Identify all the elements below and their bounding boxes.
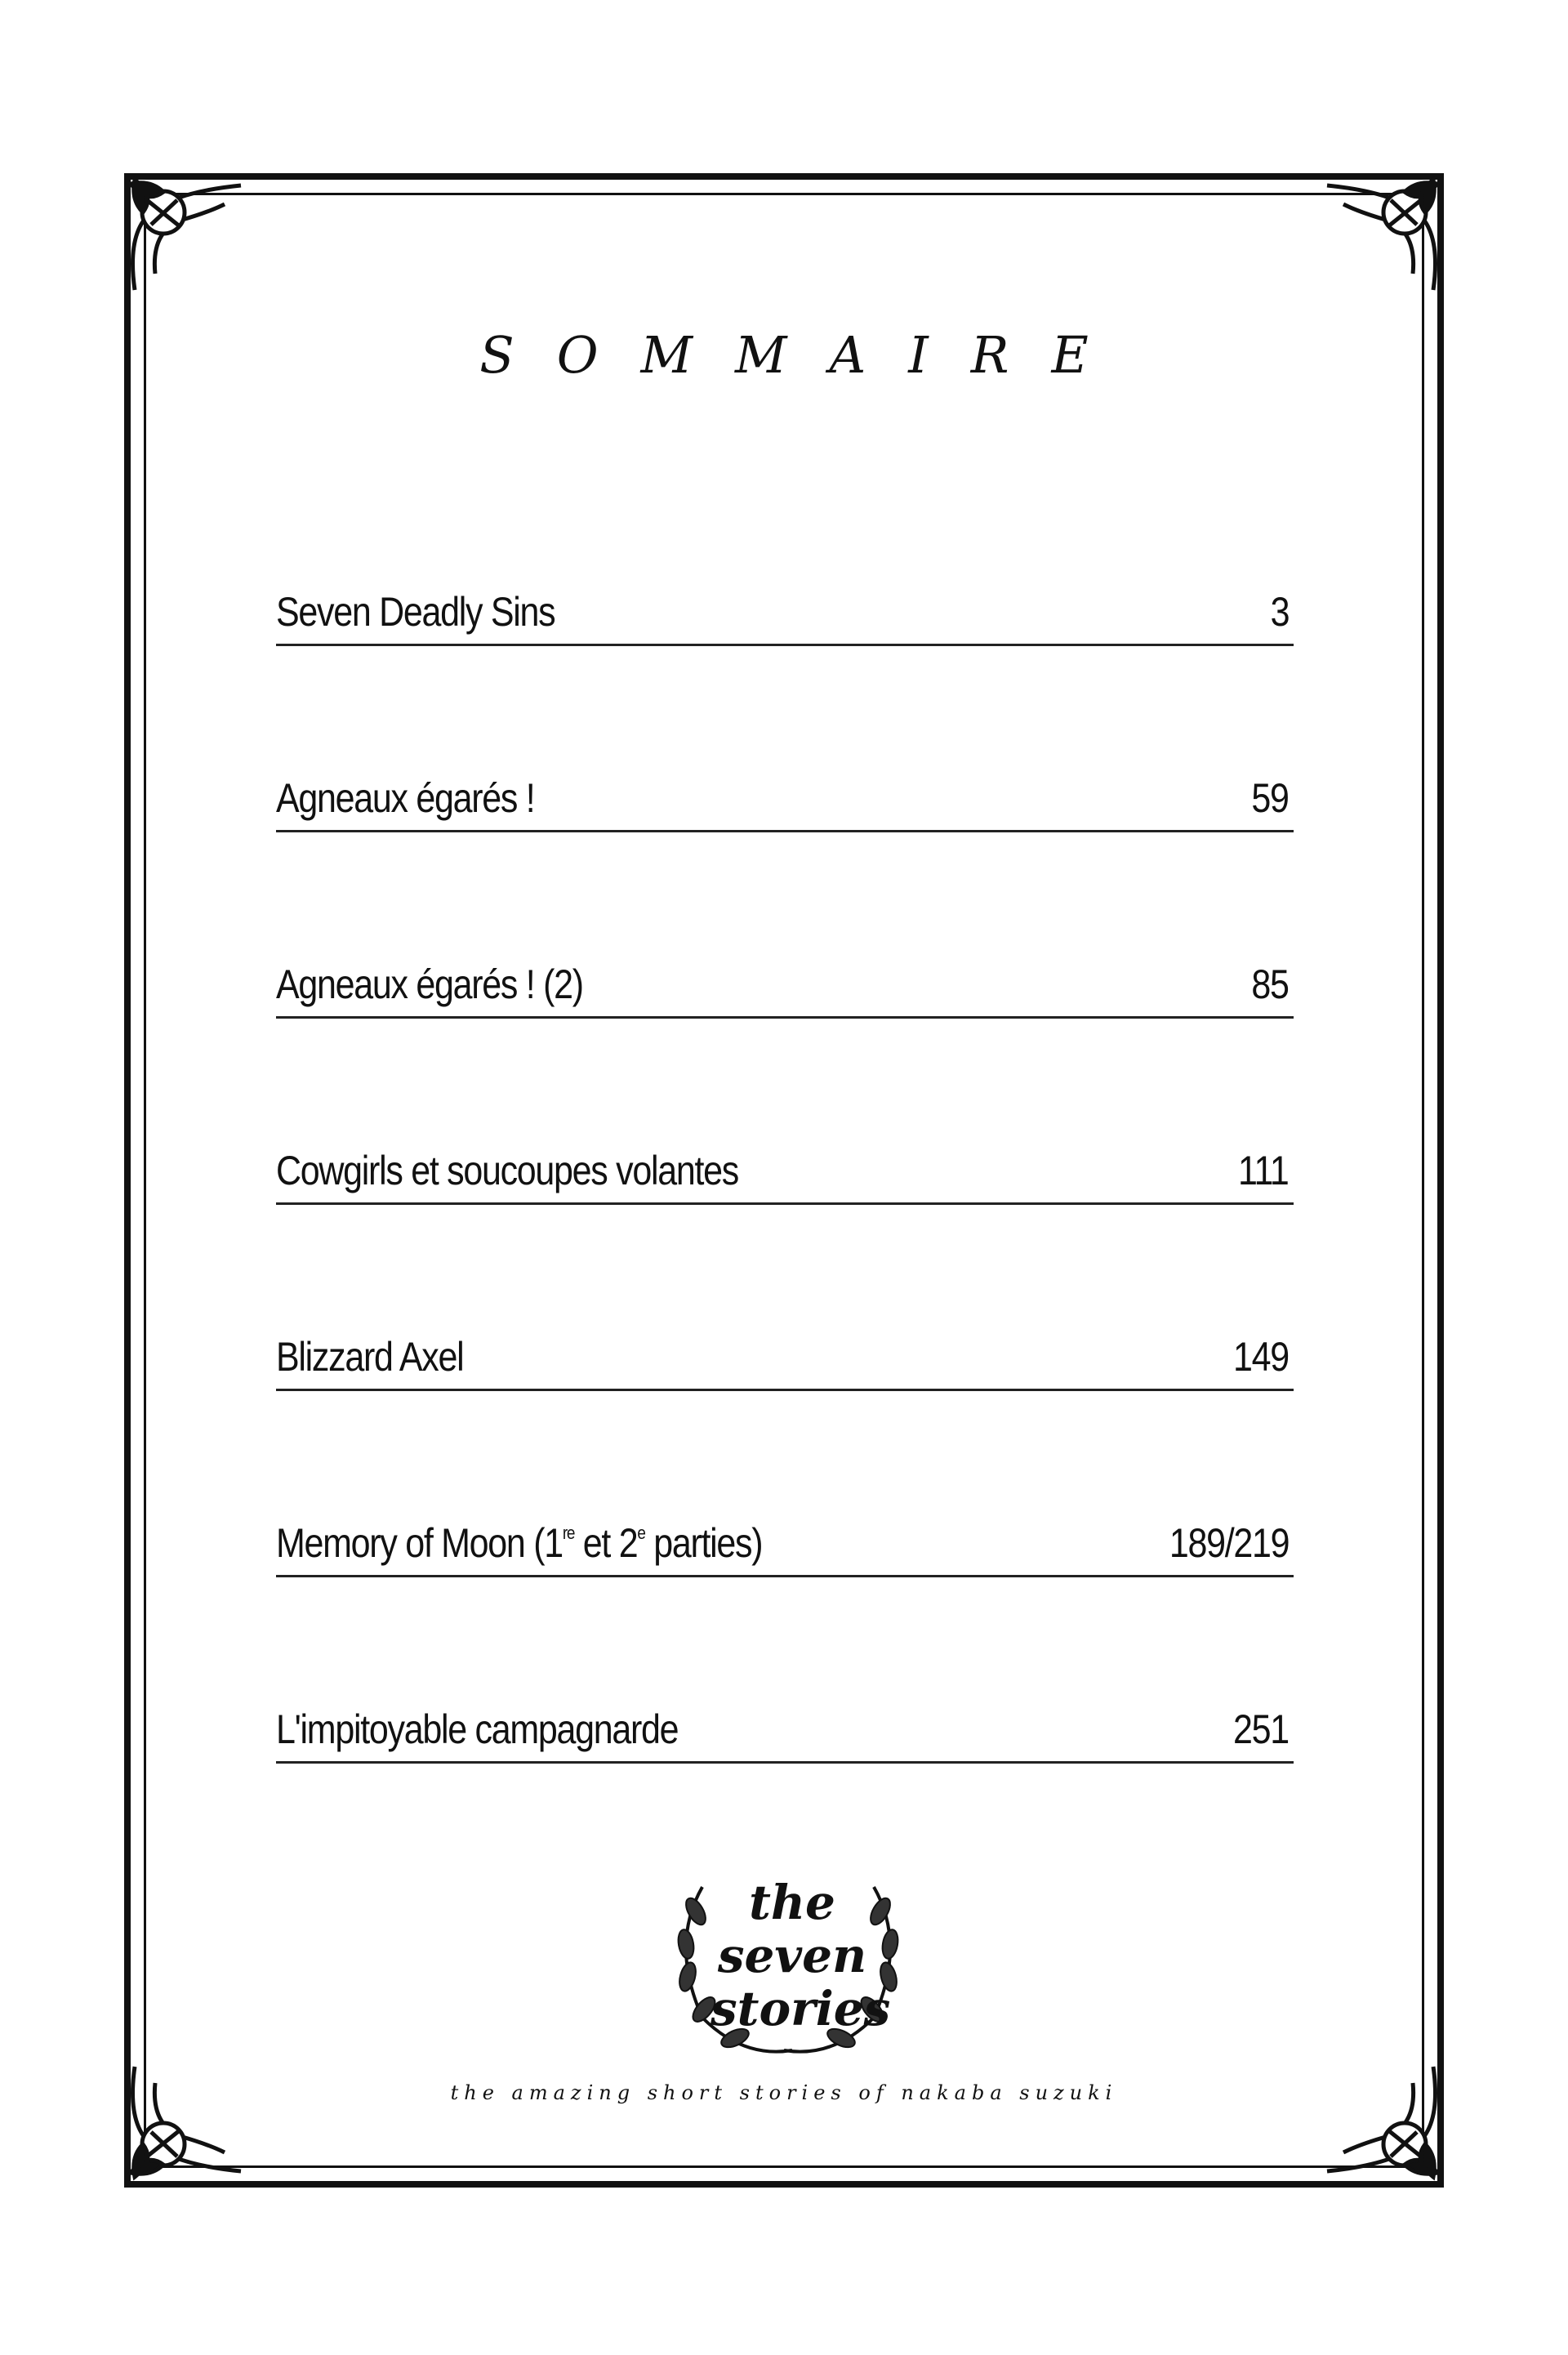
toc-entry-page: 251 [1233, 1706, 1289, 1752]
toc-rule [276, 1389, 1294, 1391]
emblem-line-2: seven [717, 1928, 867, 1983]
toc-entry-title: Blizzard Axel [276, 1334, 464, 1380]
toc-rule [276, 644, 1294, 646]
toc-entry-page: 59 [1251, 775, 1289, 821]
toc-rule [276, 1761, 1294, 1764]
superscript: re [562, 1523, 575, 1543]
toc-entry-page: 85 [1251, 961, 1289, 1007]
toc-entry [276, 1503, 1294, 1689]
floral-corner-ornament-icon [118, 2050, 257, 2189]
toc-title-part: et 2 [574, 1520, 638, 1566]
emblem-line-1: the [749, 1875, 835, 1930]
toc-entry-title: Agneaux égarés ! (2) [276, 961, 583, 1007]
toc-entry-title: Cowgirls et soucoupes volantes [276, 1148, 739, 1193]
toc-entry [276, 1131, 1294, 1317]
page-title: SOMMAIRE [479, 325, 1131, 385]
toc-entry-title: Agneaux égarés ! [276, 775, 535, 821]
series-emblem [653, 1854, 923, 2067]
toc-entry-title: L'impitoyable campagnarde [276, 1706, 679, 1752]
toc-entry [276, 758, 1294, 944]
toc-entry [276, 572, 1294, 758]
toc-entry-page: 3 [1270, 589, 1289, 635]
floral-corner-ornament-icon [118, 167, 257, 306]
floral-corner-ornament-icon [1311, 167, 1450, 306]
toc-rule [276, 830, 1294, 832]
toc-entry-title [276, 1519, 762, 1567]
toc-entry-title: Seven Deadly Sins [276, 589, 555, 635]
superscript: e [637, 1523, 645, 1543]
toc-entry [276, 1689, 1294, 1876]
toc-rule [276, 1016, 1294, 1019]
toc-title-part: Memory of Moon (1 [276, 1520, 563, 1566]
table-of-contents [276, 572, 1294, 1876]
emblem-line-3: stories [710, 1981, 891, 2036]
toc-rule [276, 1575, 1294, 1577]
tagline: the amazing short stories of nakaba suzuki [450, 2081, 1118, 2104]
toc-rule [276, 1202, 1294, 1205]
toc-entry [276, 1317, 1294, 1503]
toc-entry-page: 111 [1238, 1148, 1289, 1193]
toc-entry-page: 149 [1233, 1334, 1289, 1380]
toc-entry [276, 944, 1294, 1131]
toc-entry-page: 189/219 [1169, 1520, 1289, 1566]
toc-title-part: parties) [644, 1520, 763, 1566]
floral-corner-ornament-icon [1311, 2050, 1450, 2189]
